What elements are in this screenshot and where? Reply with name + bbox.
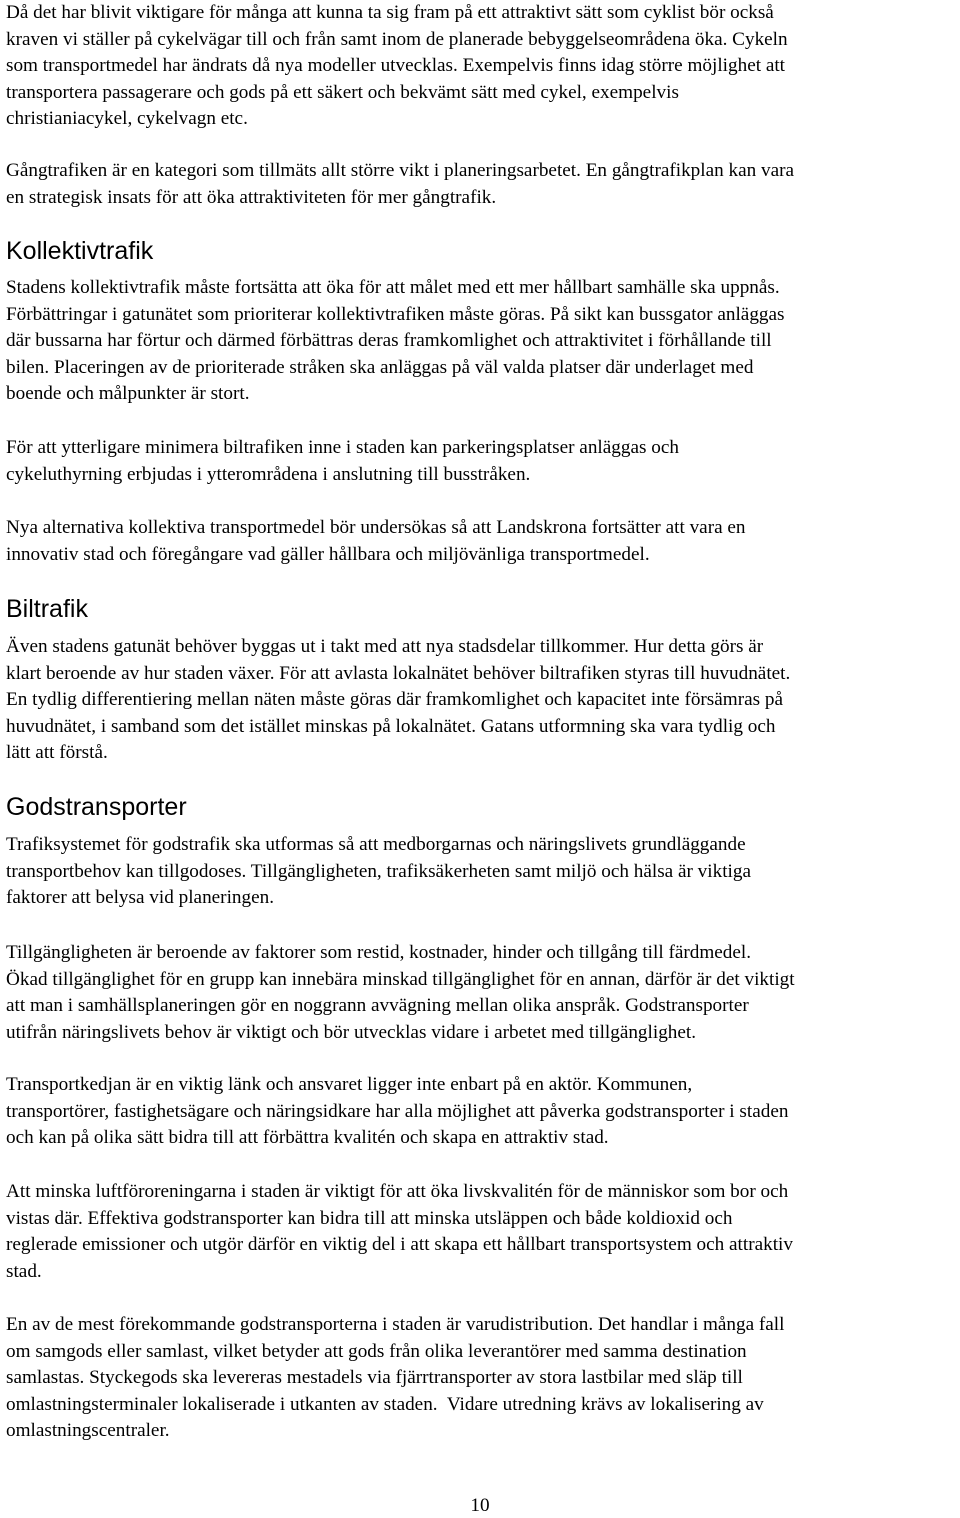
paragraph-kollektivtrafik-2: För att ytterligare minimera biltrafiken inne i staden kan parkeringsplatser anläggas och cykeluthyrning erbjudas i ytterområdena i anslutning till busstråken. (6, 437, 679, 485)
paragraph-godstransporter-4: Att minska luftföroreningarna i staden är viktigt för att öka livskvalitén för de människor som bor och vistas där. Effektiva godstransporter kan bidra till att minska utsläppen och både koldioxid och reglerade emissioner och utgör därför en viktig del i att skapa ett hållbart transportsystem och attraktiv stad. (6, 1181, 793, 1282)
paragraph-godstransporter-3: Transportkedjan är en viktig länk och ansvaret ligger inte enbart på en aktör. Kommunen, transportörer, fastighetsägare och näringsidkare har alla möjlighet att påverka godstransporter i staden och kan på olika sätt bidra till att förbättra kvalitén och skapa en attraktiv stad. (6, 1074, 789, 1149)
paragraph-kollektivtrafik-3: Nya alternativa kollektiva transportmedel bör undersökas så att Landskrona fortsätter att vara en innovativ stad och föregångare vad gäller hållbara och miljövänliga transportmedel. (6, 517, 746, 565)
paragraph-biltrafik-1: Även stadens gatunät behöver byggas ut i takt med att nya stadsdelar tillkommer. Hur detta görs är klart beroende av hur staden växer. För att avlasta lokalnätet behöver biltrafiken styras till huvudnätet. En tydlig differentiering mellan näten måste göras där framkomlighet och kapacitet inte försämras på huvudnätet, i samband som det istället minskas på lokalnätet. Gatans utformning ska vara tydlig och lätt att förstå. (6, 636, 791, 764)
paragraph-godstransporter-5: En av de mest förekommande godstransporterna i staden är varudistribution. Det handlar i många fall om samgods eller samlast, vilket betyder att gods från olika leverantörer med samma destination samlastas. Styckegods ska levereras mestadels via fjärrtransporter av stora lastbilar med släp till omlastningsterminaler lokaliserade i utkanten av staden. Vidare utredning krävs av lokalisering av omlastningscentraler. (6, 1314, 785, 1442)
page-number: 10 (470, 1495, 490, 1516)
heading-godstransporter: Godstransporter (6, 793, 187, 821)
heading-biltrafik: Biltrafik (6, 595, 88, 623)
paragraph-godstransporter-2: Tillgängligheten är beroende av faktorer som restid, kostnader, hinder och tillgång till färdmedel. Ökad tillgänglighet för en grupp kan innebära minskad tillgänglighet för en annan, därför är det viktigt att man i samhällsplaneringen gör en noggrann avvägning mellan olika anspråk. Godstransporter utifrån näringslivets behov är viktigt och bör utvecklas vidare i arbetet med tillgänglighet. (6, 942, 795, 1043)
paragraph-walking: Gångtrafiken är en kategori som tillmäts allt större vikt i planeringsarbetet. En gångtrafikplan kan vara en strategisk insats för att öka attraktiviteten för mer gångtrafik. (6, 160, 795, 208)
heading-kollektivtrafik: Kollektivtrafik (6, 237, 154, 265)
paragraph-kollektivtrafik-1: Stadens kollektivtrafik måste fortsätta att öka för att målet med ett mer hållbart samhälle ska uppnås. Förbättringar i gatunätet som prioriterar kollektivtrafiken måste göras. På sikt kan bussgator anläggas där bussarna har förtur och därmed förbättras deras framkomlighet och attraktivitet i förhållande till bilen. Placeringen av de prioriterade stråken ska anläggas på väl valda platser där underlaget med boende och målpunkter är stort. (6, 277, 785, 405)
paragraph-godstransporter-1: Trafiksystemet för godstrafik ska utformas så att medborgarnas och näringslivets grundläggande transportbehov kan tillgodoses. Tillgängligheten, trafiksäkerheten samt miljö och hälsa är viktiga faktorer att belysa vid planeringen. (6, 834, 751, 909)
paragraph-cycling: Då det har blivit viktigare för många att kunna ta sig fram på ett attraktivt sätt som cyklist bör också kraven vi ställer på cykelvägar till och från samt inom de planerade bebyggelseområdena öka. Cykeln som transportmedel har ändrats då nya modeller utvecklas. Exempelvis finns idag större möjlighet att transportera passagerare och gods på ett säkert och bekvämt sätt med cykel, exempelvis christianiacykel, cykelvagn etc. (6, 2, 788, 130)
